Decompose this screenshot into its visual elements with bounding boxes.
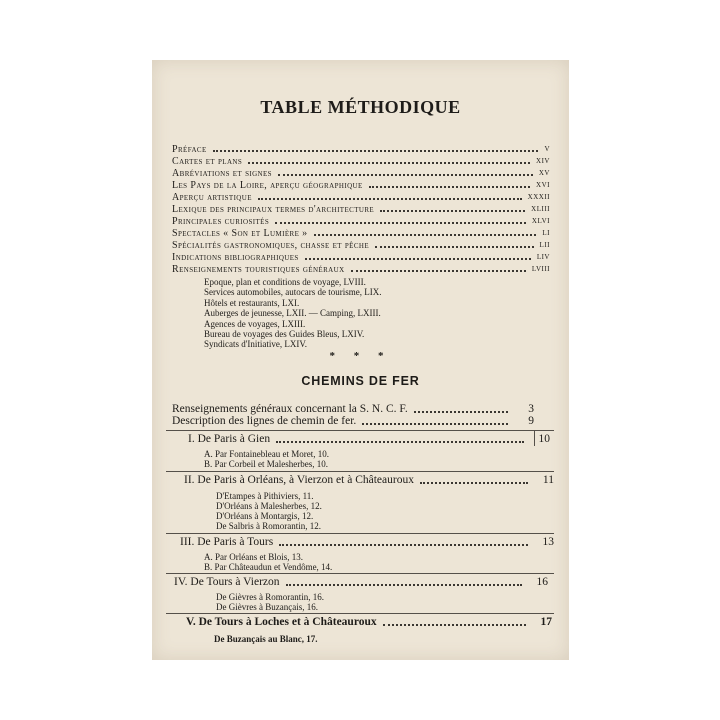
route-page: 13 [542, 536, 554, 548]
toc-row [172, 168, 550, 179]
route-row [180, 536, 554, 549]
toc-page: xliii [531, 204, 550, 214]
leader-dots [279, 544, 528, 546]
leader-dots [383, 624, 526, 626]
toc-page: xlvi [531, 216, 550, 226]
toc-page: liv [536, 252, 550, 262]
leader-dots [380, 210, 525, 212]
leader-dots [286, 584, 523, 586]
route-sub-item: De Gièvres à Buzançais, 16. [216, 602, 318, 612]
route-page: 17 [540, 616, 552, 628]
route-label: II. De Paris à Orléans, à Vierzon et à Châteauroux [184, 474, 414, 486]
route-sub-item: A. Par Orléans et Blois, 13. [204, 552, 303, 562]
toc-label: Principales curiosités [172, 216, 270, 227]
toc-label: Abréviations et signes [172, 168, 272, 179]
toc-row [172, 216, 550, 227]
route-page: 10 [538, 433, 550, 445]
rail-page: 3 [528, 403, 534, 415]
toc-sub-item: Hôtels et restaurants, LXI. [204, 298, 300, 308]
toc-page: xxxii [527, 192, 550, 202]
toc-row [172, 252, 550, 263]
leader-dots [305, 258, 531, 260]
book-page [152, 60, 569, 660]
section-separator-stars: * * * [329, 350, 392, 362]
route-label: I. De Paris à Gien [188, 433, 271, 445]
toc-label: Spécialités gastronomiques, chasse et pêche [172, 240, 370, 251]
divider [166, 533, 554, 534]
leader-dots [276, 441, 524, 443]
toc-sub-item: Agences de voyages, LXIII. [204, 319, 306, 329]
leader-dots [258, 198, 522, 200]
section-heading: CHEMINS DE FER [301, 374, 420, 388]
leader-dots [369, 186, 530, 188]
toc-label: Les Pays de la Loire, aperçu géographique [172, 180, 363, 191]
toc-page: xv [538, 168, 550, 178]
route-row [186, 616, 552, 629]
leader-dots [351, 270, 526, 272]
leader-dots [278, 174, 533, 176]
leader-dots [275, 222, 526, 224]
rail-label: Renseignements généraux concernant la S. N. C. F. [172, 403, 408, 415]
toc-sub-item: Services automobiles, autocars de tourisme, LIX. [204, 287, 382, 297]
toc-page: li [542, 228, 550, 238]
toc-row [172, 240, 550, 251]
toc-row [172, 204, 550, 215]
route-sub-item: D'Etampes à Pithiviers, 11. [216, 491, 314, 501]
toc-row [172, 156, 550, 167]
route-sub-item: De Salbris à Romorantin, 12. [216, 521, 321, 531]
divider [166, 471, 554, 472]
toc-label: Lexique des principaux termes d'architecture [172, 204, 375, 215]
divider [166, 573, 554, 574]
rail-page: 9 [528, 415, 534, 427]
toc-page: v [544, 144, 550, 154]
toc-label: Spectacles « Son et Lumière » [172, 228, 308, 239]
route-page: 11 [542, 474, 554, 486]
toc-label: Préface [172, 144, 207, 155]
toc-sub-item: Bureau de voyages des Guides Bleus, LXIV. [204, 329, 365, 339]
toc-sub-item: Syndicats d'Initiative, LXIV. [204, 339, 307, 349]
toc-label: Renseignements touristiques généraux [172, 264, 345, 275]
toc-row [172, 144, 550, 155]
toc-row [172, 192, 550, 203]
route-label: III. De Paris à Tours [180, 536, 274, 548]
toc-label: Aperçu artistique [172, 192, 252, 203]
route-label: IV. De Tours à Vierzon [174, 576, 280, 588]
rail-description-row [172, 415, 534, 428]
route-page: 16 [536, 576, 548, 588]
route-row [188, 433, 550, 446]
route-sub-item: D'Orléans à Montargis, 12. [216, 511, 314, 521]
divider [166, 430, 554, 431]
leader-dots [375, 246, 533, 248]
route-sub-item: D'Orléans à Malesherbes, 12. [216, 501, 322, 511]
toc-row [172, 180, 550, 191]
route-sub-item: B. Par Corbeil et Malesherbes, 10. [204, 459, 328, 469]
route-sub-item: A. Par Fontainebleau et Moret, 10. [204, 449, 329, 459]
route-sub-item: De Buzançais au Blanc, 17. [214, 634, 318, 644]
divider [166, 613, 554, 614]
toc-page: lviii [531, 264, 550, 274]
rail-label: Description des lignes de chemin de fer. [172, 415, 357, 427]
leader-dots [248, 162, 530, 164]
route-sub-item: De Gièvres à Romorantin, 16. [216, 592, 324, 602]
toc-sub-item: Epoque, plan et conditions de voyage, LVIII. [204, 277, 366, 287]
route-label: V. De Tours à Loches et à Châteauroux [186, 616, 377, 628]
route-row [184, 474, 554, 487]
toc-sub-item: Auberges de jeunesse, LXII. — Camping, LXIII. [204, 308, 381, 318]
route-sub-item: B. Par Châteaudun et Vendôme, 14. [204, 562, 333, 572]
toc-row [172, 228, 550, 239]
toc-label: Cartes et plans [172, 156, 243, 167]
leader-dots [420, 482, 528, 484]
leader-dots [314, 234, 537, 236]
leader-dots [414, 411, 508, 413]
route-row [174, 576, 548, 589]
leader-dots [213, 150, 539, 152]
leader-dots [362, 423, 508, 425]
toc-row [172, 264, 550, 275]
toc-page: xvi [536, 180, 550, 190]
toc-page: lii [539, 240, 550, 250]
toc-label: Indications bibliographiques [172, 252, 299, 263]
page-title: TABLE MÉTHODIQUE [260, 97, 461, 117]
toc-page: xiv [536, 156, 550, 166]
